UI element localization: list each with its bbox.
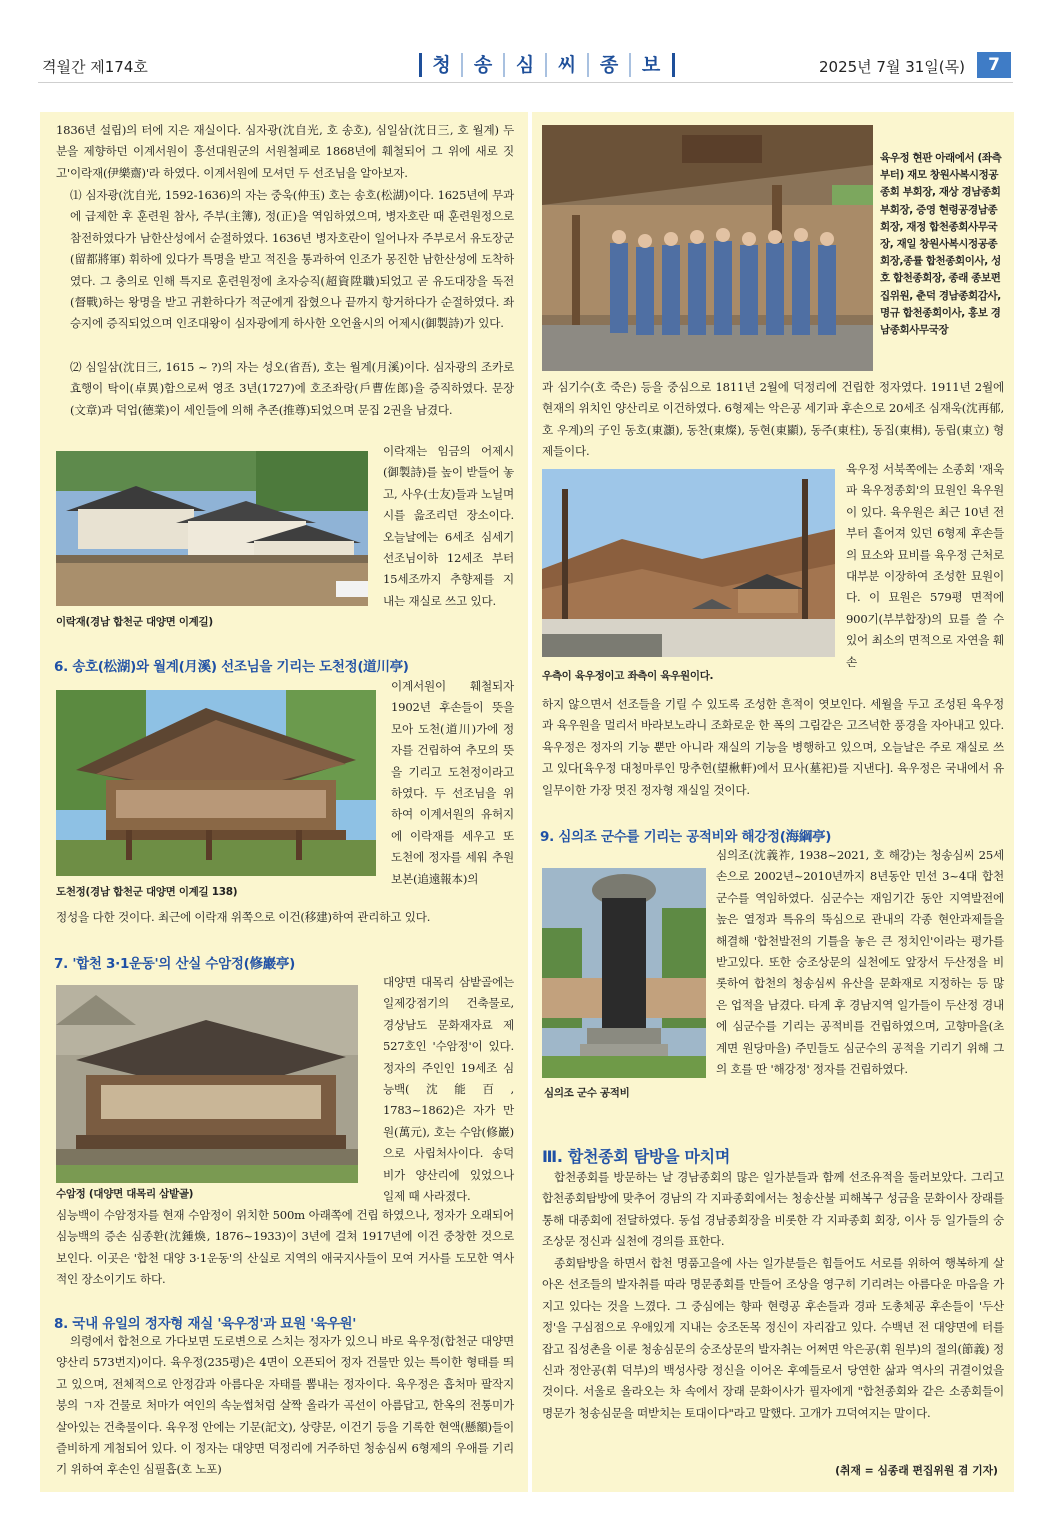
byline: (취재 = 심종래 편집위원 겸 기자): [835, 1464, 998, 1477]
masthead-char: 씨: [545, 53, 587, 77]
right-column: [532, 112, 1014, 1492]
monument-side-text: 심의조(沈義祚, 1938~2021, 호 해강)는 청송심씨 25세손으로 2002년~2010년까지 8년동안 민선 3~4대 합천군수를 역임하였다. 심군수는 재임기간 동안 지역발전에 높은 열정과 특유의 뚝심으로 관내의 각종 현안과제들을 해결해 '합천발전의 기틀을 놓은 큰 정치인'이라는 평가를 받고있다. 또한 숭조상문의 실천에도 앞장서 두산정을 비롯하여 합천의 청송심씨 유산을 문화재로 지정하는 등 많은 업적을 남겼다. 타계 후 경남지역 일가들이 두산정 경내에 심군수를 기리는 공적비를 건립하였으며, 고향마을(초계면 원당마을) 주민들도 심군수의 공적을 기리기 위해 그의 호를 딴 '해강정' 정자를 건립하였다.: [716, 848, 1004, 1077]
iraksae-caption: 이락재(경남 합천군 대양면 이계길): [56, 616, 213, 628]
page-number: 7: [977, 52, 1011, 78]
suamjeong-after-text: 심능백이 수암정자를 현재 수암정이 위치한 500m 아래쪽에 건립 하였으나, 정자가 오래되어 심능백의 증손 심종환(沈鍾煥, 1876~1933)이 3년에 걸쳐 1917년에 이건 중창한 것으로 보인다. 이곳은 '합천 대양 3·1운동'의 산실로 지역의 애국지사들이 모여 거사를 도모한 역사적인 장소이기도 하다.: [56, 1208, 514, 1287]
group-photo-caption: 육우정 현판 아래에서 (좌측부터) 재모 창원사복시정공종회 부회장, 재상 경남종회부회장, 증영 현령공경남종회장, 재정 합천종회사무국장, 재일 창원사복시정공종회장,종률 합천종회이사, 성호 합천종회장, 종래 종보편집위원, 춘덕 경남종회감사, 명규 합천종회이사, 홍보 경남종회사무국장: [880, 152, 1002, 337]
dochonjeong-photo: [56, 690, 376, 876]
dochonjeong-caption: 도천정(경남 합천군 대양면 이계길 138): [56, 886, 238, 898]
yukwoojeong-continued: 과 심기수(호 죽은) 등을 중심으로 1811년 2월에 덕정리에 건립한 정자였다. 1911년 2월에 현재의 위치인 양산리로 이건하였다. 6형제는 악은공 세기파 후손으로 20세조 심재욱(沈再郁, 호 우계)의 子인 동호(東灝), 동찬(東燦), 동현(東顯), 동주(東柱), 동집(東楫), 동립(東立) 형제들이다.: [542, 380, 1004, 459]
suamjeong-caption: 수암정 (대양면 대목리 삼밭골): [56, 1188, 194, 1200]
yukwon-photo: [542, 469, 835, 657]
group-photo: [542, 125, 873, 371]
issue-number: 격월간 제174호: [42, 58, 148, 76]
section-6-heading: 6. 송호(松湖)와 월계(月溪) 선조님을 기리는 도천정(道川亭): [54, 659, 409, 675]
masthead: [419, 50, 671, 80]
masthead-char: 청: [419, 53, 461, 77]
yukwoojeong-paragraph: 의령에서 합천으로 가다보면 도로변으로 스치는 정자가 있으니 바로 육우정(합천군 대양면 양산리 573번지)이다. 육우정(235평)은 4면이 오픈되어 정자 건물만 있는 특이한 형태를 띄고 있으며, 전체적으로 안정감과 아름다운 자태를 뽐내는 정자이다. 육우정은 흡처마 팔작지붕의 ㄱ자 건물로 처마가 여인의 속눈썹처럼 살짝 올라가 곡선이 아름답고, 한옥의 전통미가 살아있는 건축물이다. 육우정 안에는 기문(記文), 상량문, 이건기 등을 기록한 현액(懸額)들이 즐비하게 게첨되어 있다. 이 정자는 대양면 덕정리에 거주하던 청송심씨 6형제의 우애를 기리기 위하여 후손인 심필흡(호 노포): [56, 1334, 514, 1477]
closing-paragraph-2: 종회탐방을 하면서 합천 명품고을에 사는 일가분들은 힘들어도 서로를 위하여 행복하게 살아온 선조들의 발자취를 따라 명문종회를 만들어 조상을 영구히 기리려는 아름다운 마음을 가지고 있다는 것을 느꼈다. 그 중심에는 향파 현령공 후손들과 경파 도총체공 후손들이 '두산정'을 구심점으로 우애있게 지내는 숭조돈목 정신이 자리잡고 있다. 수백년 전 대양면에 터를 잡고 집성촌을 이룬 청송심문의 숭조상문의 발자취는 어쩌면 악은공(휘 원부)의 절의(節義) 정신과 정안공(휘 덕부)의 백성사랑 정신을 이어온 후예들로서 당연한 삶과 역사의 귀결이었을 것이다. 서울로 올라오는 차 속에서 장래 문화이사가 필자에게 "합천종회와 같은 소종회들이 명문가 청송심문을 떠받치는 토대이다"라고 말했다. 고개가 끄덕여지는 말이다.: [542, 1256, 1004, 1420]
dochonjeong-after-text: 정성을 다한 것이다. 최근에 이락재 위쪽으로 이건(移建)하여 관리하고 있다.: [56, 910, 431, 924]
issue-date: 2025년 7월 31일(목): [818, 58, 965, 76]
masthead-char: 송: [461, 53, 503, 77]
yukwon-side-text: 육우정 서북쪽에는 소종회 '재욱파 육우정종회'의 묘원인 육우원이 있다. 육우원은 최근 10년 전부터 흩어져 있던 6형제 후손들의 묘소와 묘비를 육우정 근처로 대부분 이장하여 조성한 묘원이다. 이 묘원은 579평 면적에 900기(부부합장)의 묘를 쓸 수 있어 최소의 면적으로 자연을 훼손: [846, 462, 1004, 669]
closing-paragraph-1: 합천종회를 방문하는 날 경남종회의 많은 일가분들과 함께 선조유적을 둘러보았다. 그리고 합천종회탐방에 맞추어 경남의 각 지파종회에서는 청송산불 피해복구 성금을 문화이사 장래를 통해 대종회에 전달하였다. 동섭 경남종회장을 비롯한 각 지파종회 회장, 이사 등 일가들의 숭조상문 정신과 실천에 경의를 표한다.: [542, 1170, 1004, 1249]
left-column: [40, 112, 528, 1492]
masthead-char: 종: [587, 53, 629, 77]
section-7-heading: 7. '합천 3·1운동'의 산실 수암정(修巖亭): [54, 956, 295, 972]
suamjeong-photo: [56, 985, 358, 1183]
iraksae-photo: [56, 451, 368, 606]
monument-photo: [542, 868, 706, 1078]
page-header: [38, 50, 1013, 80]
masthead-char: 심: [503, 53, 545, 77]
yukwon-after-text: 하지 않으면서 선조들을 기릴 수 있도록 조성한 흔적이 엿보인다. 세월을 두고 조성된 육우정과 육우원을 멀리서 바라보노라니 조화로운 한 폭의 그림같은 고즈넉한 풍경을 자아내고 있다. 육우정은 정자의 기능 뿐만 아니라 재실의 기능을 병행하고 있으며, 오늘날은 주로 재실로 쓰고 있다[육우정 대청마루인 망추헌(望楸軒)에서 묘사(墓祀)를 지낸다]. 육우정은 국내에서 유일무이한 가장 멋진 정자형 재실일 것이다.: [542, 697, 1004, 797]
intro-paragraph: 1836년 설립)의 터에 지은 재실이다. 심자광(沈自光, 호 송호), 심일삼(沈日三, 호 월계) 두 분을 제향하던 이계서원이 흥선대원군의 서원철폐로 1868년에 훼철되어 그 위에 새로 짓고'이락재(伊樂齋)'라 하였다. 이계서원에 모셔던 두 선조님을 알아보자.: [56, 123, 514, 180]
yukwon-caption: 우측이 육우정이고 좌측이 육우원이다.: [542, 670, 714, 682]
suamjeong-side-text: 대양면 대목리 삼밭골에는 일제강점기의 건축물로, 경상남도 문화재자료 제527호인 '수암정'이 있다. 정자의 주인인 19세조 심능백(沈能百, 1783~1862)은 자가 만원(萬元), 호는 수암(修巖)으로 사립처사이다. 송덕비가 양산리에 있었으나 일제 때 사라졌다.: [383, 975, 514, 1204]
section-8-heading: 8. 국내 유일의 정자형 재실 '육우정'과 묘원 '육우원': [54, 1316, 357, 1332]
item-1-paragraph: ⑴ 심자광(沈自光, 1592-1636)의 자는 중욱(仲玉) 호는 송호(松湖)이다. 1625년에 무과에 급제한 후 훈련원 참사, 주부(主簿), 정(正)을 역임하였으며, 병자호란 때 훈련원정으로 참전하였다가 남한산성에서 순절하였다. 1636년 병자호란이 일어나자 주부로서 유도장군(留都將軍) 휘하에 있다가 특명을 받고 적진을 통과하여 인조가 몽진한 남한산성에 도착하였다. 그 충의로 인해 특지로 훈련원정에 초자승직(超資陞職)되었고 곧 유도대장을 독전(督戰)하는 왕명을 받고 귀환하다가 적군에게 잡혔으나 끝까지 항거하다가 순절하였다. 좌승지에 증직되었으며 인조대왕이 심자광에게 하사한 오언율시의 어제시(御製詩)가 있다.: [70, 188, 514, 331]
dochonjeong-side-text: 이계서원이 훼철되자 1902년 후손들이 뜻을 모아 도천(道川)가에 정자를 건립하여 추모의 뜻을 기리고 도천정이라고 하였다. 두 선조님을 위하여 이계서원의 유허지에 이락재를 세우고 또 도천에 정자를 세워 추원보본(追遠報本)의: [391, 679, 514, 886]
masthead-char: 보: [629, 53, 671, 77]
item-2-paragraph: ⑵ 심일삼(沈日三, 1615 ~ ?)의 자는 성오(省吾), 호는 월계(月溪)이다. 심자광의 조카로 효행이 탁이(卓異)함으로써 영조 3년(1727)에 호조좌랑(戶曹佐郎)을 증직하였다. 문장(文章)과 덕업(德業)이 세인들에 의해 추존(推尊)되었으며 문집 2권을 남겼다.: [70, 360, 514, 417]
monument-caption: 심의조 군수 공적비: [544, 1087, 630, 1099]
iraksae-side-text: 이락재는 임금의 어제시(御製詩)를 높이 받들어 놓고, 사우(士友)들과 노닐며 시를 읊조리던 장소이다. 오늘날에는 6세조 심세기 선조님이하 12세조 부터 15세조까지 추향제를 지내는 재실로 쓰고 있다.: [383, 444, 514, 608]
masthead-bar: [672, 53, 675, 77]
header-divider: [38, 82, 1013, 83]
section-3-heading: Ⅲ. 합천종회 탐방을 마치며: [542, 1147, 730, 1166]
section-9-heading: 9. 심의조 군수를 기리는 공적비와 해강정(海綱亭): [540, 829, 832, 845]
